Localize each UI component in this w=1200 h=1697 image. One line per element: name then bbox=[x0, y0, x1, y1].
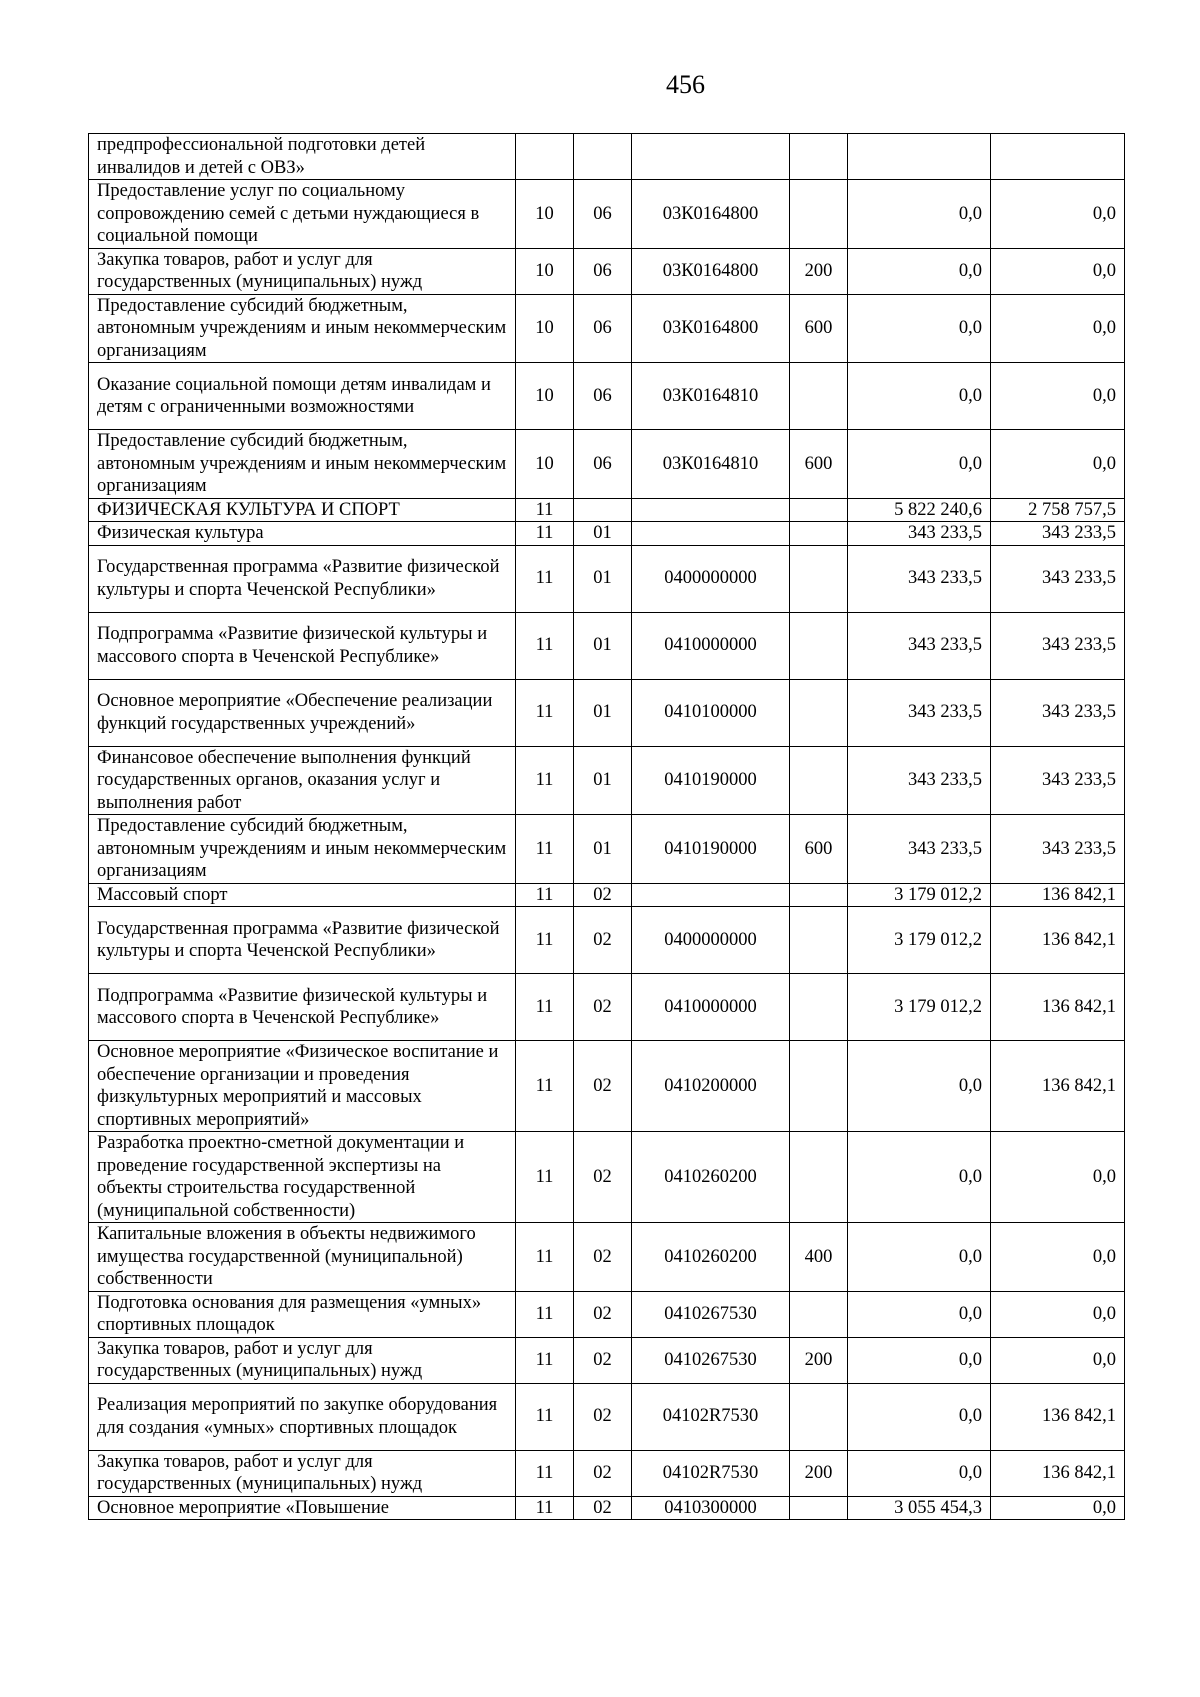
table-row bbox=[89, 248, 1125, 294]
row-section: 10 bbox=[516, 294, 574, 363]
table-row bbox=[89, 1450, 1125, 1496]
row-amount-2: 0,0 bbox=[991, 294, 1125, 363]
table-row bbox=[89, 363, 1125, 430]
row-target-article: 04102R7530 bbox=[632, 1383, 790, 1450]
row-amount-2: 136 842,1 bbox=[991, 883, 1125, 907]
row-name: Массовый спорт bbox=[89, 883, 516, 907]
row-subsection: 06 bbox=[574, 294, 632, 363]
row-target-article bbox=[632, 498, 790, 522]
row-target-article: 0410190000 bbox=[632, 815, 790, 884]
table-row bbox=[89, 612, 1125, 679]
row-target-article: 03К0164800 bbox=[632, 248, 790, 294]
row-name: Основное мероприятие «Повышение bbox=[89, 1496, 516, 1520]
row-amount-1: 343 233,5 bbox=[848, 545, 991, 612]
row-name: Государственная программа «Развитие физической культуры и спорта Чеченской Республики» bbox=[89, 545, 516, 612]
row-subsection: 02 bbox=[574, 1223, 632, 1292]
row-name: Закупка товаров, работ и услуг для государственных (муниципальных) нужд bbox=[89, 1450, 516, 1496]
row-subsection bbox=[574, 498, 632, 522]
row-amount-2 bbox=[991, 134, 1125, 180]
table-row bbox=[89, 1383, 1125, 1450]
table-row bbox=[89, 1337, 1125, 1383]
row-expense-type bbox=[790, 134, 848, 180]
row-expense-type: 600 bbox=[790, 430, 848, 499]
row-section: 11 bbox=[516, 974, 574, 1041]
row-amount-1: 0,0 bbox=[848, 430, 991, 499]
table-row bbox=[89, 180, 1125, 249]
row-expense-type bbox=[790, 1291, 848, 1337]
row-expense-type bbox=[790, 522, 848, 546]
row-subsection: 06 bbox=[574, 430, 632, 499]
row-amount-1: 343 233,5 bbox=[848, 746, 991, 815]
row-amount-2: 343 233,5 bbox=[991, 815, 1125, 884]
table-row bbox=[89, 746, 1125, 815]
row-amount-1: 5 822 240,6 bbox=[848, 498, 991, 522]
row-amount-1: 0,0 bbox=[848, 1223, 991, 1292]
row-amount-2: 2 758 757,5 bbox=[991, 498, 1125, 522]
row-expense-type: 600 bbox=[790, 294, 848, 363]
row-expense-type bbox=[790, 746, 848, 815]
row-name: Подпрограмма «Развитие физической культуры и массового спорта в Чеченской Республике» bbox=[89, 612, 516, 679]
row-amount-2: 0,0 bbox=[991, 1223, 1125, 1292]
row-expense-type bbox=[790, 883, 848, 907]
row-target-article: 03К0164800 bbox=[632, 294, 790, 363]
row-amount-2: 0,0 bbox=[991, 180, 1125, 249]
row-name: Предоставление субсидий бюджетным, автономным учреждениям и иным некоммерческим организациям bbox=[89, 294, 516, 363]
row-amount-2: 136 842,1 bbox=[991, 907, 1125, 974]
row-section: 11 bbox=[516, 1223, 574, 1292]
row-amount-2: 343 233,5 bbox=[991, 612, 1125, 679]
row-amount-2: 0,0 bbox=[991, 363, 1125, 430]
row-amount-1: 0,0 bbox=[848, 1132, 991, 1223]
row-subsection bbox=[574, 134, 632, 180]
table-row bbox=[89, 679, 1125, 746]
row-expense-type bbox=[790, 1041, 848, 1132]
row-amount-1: 0,0 bbox=[848, 1041, 991, 1132]
row-amount-2: 0,0 bbox=[991, 1291, 1125, 1337]
row-subsection: 06 bbox=[574, 248, 632, 294]
table-row bbox=[89, 883, 1125, 907]
row-expense-type bbox=[790, 1496, 848, 1520]
row-name: Основное мероприятие «Физическое воспитание и обеспечение организации и проведения физкультурных мероприятий и массовых спортивных мероприятий» bbox=[89, 1041, 516, 1132]
row-subsection: 02 bbox=[574, 1450, 632, 1496]
table-row bbox=[89, 430, 1125, 499]
row-subsection: 06 bbox=[574, 180, 632, 249]
row-target-article: 0410190000 bbox=[632, 746, 790, 815]
row-expense-type: 200 bbox=[790, 1450, 848, 1496]
row-amount-1: 343 233,5 bbox=[848, 679, 991, 746]
row-section: 11 bbox=[516, 522, 574, 546]
row-subsection: 01 bbox=[574, 545, 632, 612]
row-subsection: 01 bbox=[574, 679, 632, 746]
row-target-article: 03К0164800 bbox=[632, 180, 790, 249]
row-expense-type bbox=[790, 1132, 848, 1223]
row-expense-type: 200 bbox=[790, 1337, 848, 1383]
row-subsection: 02 bbox=[574, 1383, 632, 1450]
row-target-article: 0410267530 bbox=[632, 1291, 790, 1337]
row-expense-type bbox=[790, 612, 848, 679]
row-subsection: 02 bbox=[574, 1291, 632, 1337]
row-target-article: 0400000000 bbox=[632, 907, 790, 974]
row-section: 11 bbox=[516, 1450, 574, 1496]
row-name: Оказание социальной помощи детям инвалидам и детям с ограниченными возможностями bbox=[89, 363, 516, 430]
row-name: Физическая культура bbox=[89, 522, 516, 546]
row-amount-1: 0,0 bbox=[848, 1383, 991, 1450]
row-amount-1: 343 233,5 bbox=[848, 612, 991, 679]
row-name: Предоставление услуг по социальному сопровождению семей с детьми нуждающиеся в социальной помощи bbox=[89, 180, 516, 249]
row-target-article: 0410000000 bbox=[632, 974, 790, 1041]
row-name: Разработка проектно-сметной документации и проведение государственной экспертизы на объекты строительства государственной (муниципальной собственности) bbox=[89, 1132, 516, 1223]
row-expense-type bbox=[790, 498, 848, 522]
row-amount-1: 0,0 bbox=[848, 1337, 991, 1383]
row-amount-1: 3 179 012,2 bbox=[848, 974, 991, 1041]
row-target-article: 04102R7530 bbox=[632, 1450, 790, 1496]
row-subsection: 02 bbox=[574, 1041, 632, 1132]
table-row bbox=[89, 1223, 1125, 1292]
row-subsection: 01 bbox=[574, 815, 632, 884]
row-target-article: 0410000000 bbox=[632, 612, 790, 679]
row-section: 11 bbox=[516, 498, 574, 522]
row-expense-type bbox=[790, 180, 848, 249]
budget-table bbox=[88, 133, 1125, 1520]
table-row bbox=[89, 545, 1125, 612]
row-target-article: 03К0164810 bbox=[632, 430, 790, 499]
row-section: 11 bbox=[516, 679, 574, 746]
row-expense-type bbox=[790, 907, 848, 974]
row-amount-2: 343 233,5 bbox=[991, 679, 1125, 746]
row-name: предпрофессиональной подготовки детей инвалидов и детей с ОВЗ» bbox=[89, 134, 516, 180]
row-section: 11 bbox=[516, 612, 574, 679]
row-section: 10 bbox=[516, 180, 574, 249]
row-name: Государственная программа «Развитие физической культуры и спорта Чеченской Республики» bbox=[89, 907, 516, 974]
row-expense-type: 400 bbox=[790, 1223, 848, 1292]
table-row bbox=[89, 815, 1125, 884]
row-subsection: 02 bbox=[574, 1496, 632, 1520]
row-name: ФИЗИЧЕСКАЯ КУЛЬТУРА И СПОРТ bbox=[89, 498, 516, 522]
row-amount-2: 343 233,5 bbox=[991, 746, 1125, 815]
row-expense-type: 600 bbox=[790, 815, 848, 884]
table-row bbox=[89, 1496, 1125, 1520]
table-row bbox=[89, 907, 1125, 974]
row-section: 10 bbox=[516, 248, 574, 294]
row-amount-1: 3 179 012,2 bbox=[848, 907, 991, 974]
row-amount-1: 0,0 bbox=[848, 294, 991, 363]
row-amount-2: 343 233,5 bbox=[991, 522, 1125, 546]
table-row bbox=[89, 1132, 1125, 1223]
table-row bbox=[89, 498, 1125, 522]
row-name: Основное мероприятие «Обеспечение реализации функций государственных учреждений» bbox=[89, 679, 516, 746]
row-section: 11 bbox=[516, 1041, 574, 1132]
row-target-article: 03К0164810 bbox=[632, 363, 790, 430]
row-subsection: 02 bbox=[574, 1337, 632, 1383]
row-target-article bbox=[632, 883, 790, 907]
row-amount-1: 0,0 bbox=[848, 1291, 991, 1337]
page-number: 456 bbox=[666, 70, 705, 99]
row-amount-2: 0,0 bbox=[991, 1132, 1125, 1223]
row-target-article: 0410200000 bbox=[632, 1041, 790, 1132]
row-target-article: 0400000000 bbox=[632, 545, 790, 612]
row-amount-2: 136 842,1 bbox=[991, 974, 1125, 1041]
row-subsection: 06 bbox=[574, 363, 632, 430]
row-amount-2: 136 842,1 bbox=[991, 1383, 1125, 1450]
row-amount-2: 0,0 bbox=[991, 1496, 1125, 1520]
table-row bbox=[89, 134, 1125, 180]
row-amount-1 bbox=[848, 134, 991, 180]
row-amount-2: 0,0 bbox=[991, 1337, 1125, 1383]
row-section: 11 bbox=[516, 883, 574, 907]
row-amount-2: 343 233,5 bbox=[991, 545, 1125, 612]
row-section: 10 bbox=[516, 430, 574, 499]
row-expense-type bbox=[790, 1383, 848, 1450]
row-amount-1: 0,0 bbox=[848, 180, 991, 249]
row-section bbox=[516, 134, 574, 180]
row-target-article bbox=[632, 522, 790, 546]
row-name: Реализация мероприятий по закупке оборудования для создания «умных» спортивных площадок bbox=[89, 1383, 516, 1450]
row-subsection: 01 bbox=[574, 746, 632, 815]
row-target-article: 0410260200 bbox=[632, 1223, 790, 1292]
row-expense-type bbox=[790, 974, 848, 1041]
row-target-article: 0410100000 bbox=[632, 679, 790, 746]
row-target-article: 0410300000 bbox=[632, 1496, 790, 1520]
row-name: Закупка товаров, работ и услуг для государственных (муниципальных) нужд bbox=[89, 1337, 516, 1383]
row-amount-2: 136 842,1 bbox=[991, 1450, 1125, 1496]
row-subsection: 01 bbox=[574, 612, 632, 679]
row-section: 10 bbox=[516, 363, 574, 430]
row-amount-2: 136 842,1 bbox=[991, 1041, 1125, 1132]
row-amount-1: 0,0 bbox=[848, 248, 991, 294]
table-row bbox=[89, 294, 1125, 363]
row-section: 11 bbox=[516, 907, 574, 974]
row-name: Финансовое обеспечение выполнения функций государственных органов, оказания услуг и выполнения работ bbox=[89, 746, 516, 815]
row-section: 11 bbox=[516, 545, 574, 612]
row-subsection: 01 bbox=[574, 522, 632, 546]
row-subsection: 02 bbox=[574, 974, 632, 1041]
row-expense-type bbox=[790, 545, 848, 612]
row-amount-1: 343 233,5 bbox=[848, 522, 991, 546]
row-expense-type bbox=[790, 679, 848, 746]
row-target-article: 0410267530 bbox=[632, 1337, 790, 1383]
row-section: 11 bbox=[516, 1291, 574, 1337]
row-name: Подпрограмма «Развитие физической культуры и массового спорта в Чеченской Республике» bbox=[89, 974, 516, 1041]
row-subsection: 02 bbox=[574, 1132, 632, 1223]
row-name: Предоставление субсидий бюджетным, автономным учреждениям и иным некоммерческим организациям bbox=[89, 430, 516, 499]
row-subsection: 02 bbox=[574, 883, 632, 907]
row-amount-1: 0,0 bbox=[848, 363, 991, 430]
row-section: 11 bbox=[516, 1496, 574, 1520]
row-target-article bbox=[632, 134, 790, 180]
row-expense-type: 200 bbox=[790, 248, 848, 294]
row-amount-2: 0,0 bbox=[991, 248, 1125, 294]
table-row bbox=[89, 1291, 1125, 1337]
row-amount-1: 3 179 012,2 bbox=[848, 883, 991, 907]
row-section: 11 bbox=[516, 815, 574, 884]
table-row bbox=[89, 1041, 1125, 1132]
row-section: 11 bbox=[516, 1132, 574, 1223]
row-section: 11 bbox=[516, 1337, 574, 1383]
row-section: 11 bbox=[516, 1383, 574, 1450]
row-name: Подготовка основания для размещения «умных» спортивных площадок bbox=[89, 1291, 516, 1337]
row-name: Капитальные вложения в объекты недвижимого имущества государственной (муниципальной) собственности bbox=[89, 1223, 516, 1292]
row-target-article: 0410260200 bbox=[632, 1132, 790, 1223]
row-name: Закупка товаров, работ и услуг для государственных (муниципальных) нужд bbox=[89, 248, 516, 294]
row-amount-1: 343 233,5 bbox=[848, 815, 991, 884]
table-row bbox=[89, 974, 1125, 1041]
table-row bbox=[89, 522, 1125, 546]
row-expense-type bbox=[790, 363, 848, 430]
row-subsection: 02 bbox=[574, 907, 632, 974]
row-amount-1: 0,0 bbox=[848, 1450, 991, 1496]
row-amount-1: 3 055 454,3 bbox=[848, 1496, 991, 1520]
row-name: Предоставление субсидий бюджетным, автономным учреждениям и иным некоммерческим организациям bbox=[89, 815, 516, 884]
row-section: 11 bbox=[516, 746, 574, 815]
row-amount-2: 0,0 bbox=[991, 430, 1125, 499]
